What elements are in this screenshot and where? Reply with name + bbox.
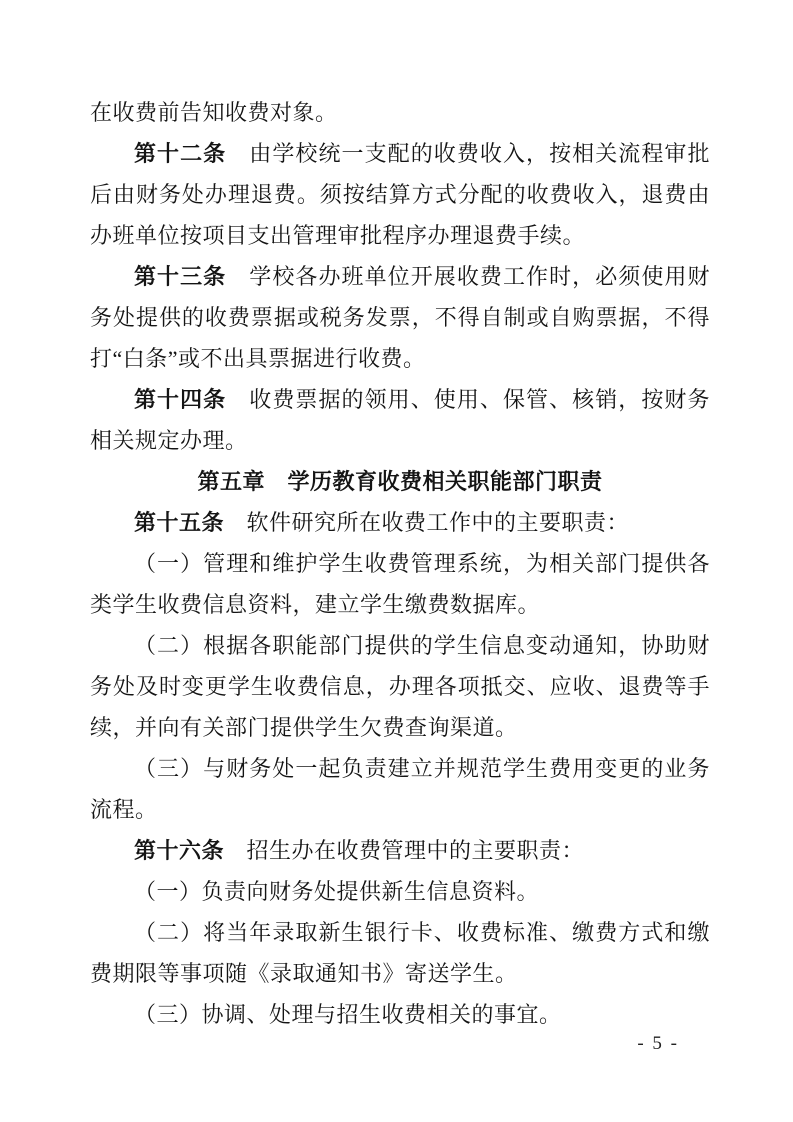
- paragraph: [90, 133, 710, 256]
- paragraph-text: （一）管理和维护学生收费管理系统，为相关部门提供各类学生收费信息资料，建立学生缴费数据库。: [90, 551, 710, 617]
- paragraph: [90, 379, 710, 461]
- page-number: - 5 -: [637, 1033, 679, 1054]
- article-number: 第五章 学历教育收费相关职能部门职责: [197, 469, 603, 494]
- article-number: 第十五条: [134, 510, 225, 535]
- paragraph: [90, 748, 710, 830]
- paragraph-text: 收费票据的领用、使用、保管、核销，按财务相关规定办理。: [90, 387, 710, 453]
- paragraph-text: 软件研究所在收费工作中的主要职责：: [224, 510, 630, 535]
- paragraph-text: 由学校统一支配的收费收入，按相关流程审批后由财务处办理退费。须按结算方式分配的收费收入，退费由办班单位按项目支出管理审批程序办理退费手续。: [90, 141, 710, 248]
- paragraph: [90, 92, 710, 133]
- article-number: 第十二条: [134, 141, 227, 166]
- article-number: 第十四条: [134, 387, 227, 412]
- paragraph-text: 学校各办班单位开展收费工作时，必须使用财务处提供的收费票据或税务发票，不得自制或自购票据，不得打“白条”或不出具票据进行收费。: [90, 264, 710, 371]
- paragraph: [90, 994, 710, 1035]
- paragraph: [90, 256, 710, 379]
- paragraph: [90, 912, 710, 994]
- paragraph-text: （二）根据各职能部门提供的学生信息变动通知，协助财务处及时变更学生收费信息，办理各项抵交、应收、退费等手续，并向有关部门提供学生欠费查询渠道。: [90, 633, 710, 740]
- paragraph: [90, 830, 710, 871]
- paragraph-text: （三）协调、处理与招生收费相关的事宜。: [134, 1002, 562, 1027]
- paragraph-text: 招生办在收费管理中的主要职责：: [224, 838, 585, 863]
- chapter-heading: [90, 461, 710, 502]
- article-number: 第十六条: [134, 838, 225, 863]
- paragraph-text: （一）负责向财务处提供新生信息资料。: [134, 879, 540, 904]
- paragraph-text: 在收费前告知收费对象。: [90, 100, 338, 125]
- paragraph: [90, 625, 710, 748]
- paragraph: [90, 871, 710, 912]
- paragraph: [90, 543, 710, 625]
- document-body: [90, 92, 710, 1035]
- paragraph-text: （二）将当年录取新生银行卡、收费标准、缴费方式和缴费期限等事项随《录取通知书》寄送学生。: [90, 920, 710, 986]
- article-number: 第十三条: [134, 264, 227, 289]
- paragraph: [90, 502, 710, 543]
- paragraph-text: （三）与财务处一起负责建立并规范学生费用变更的业务流程。: [90, 756, 710, 822]
